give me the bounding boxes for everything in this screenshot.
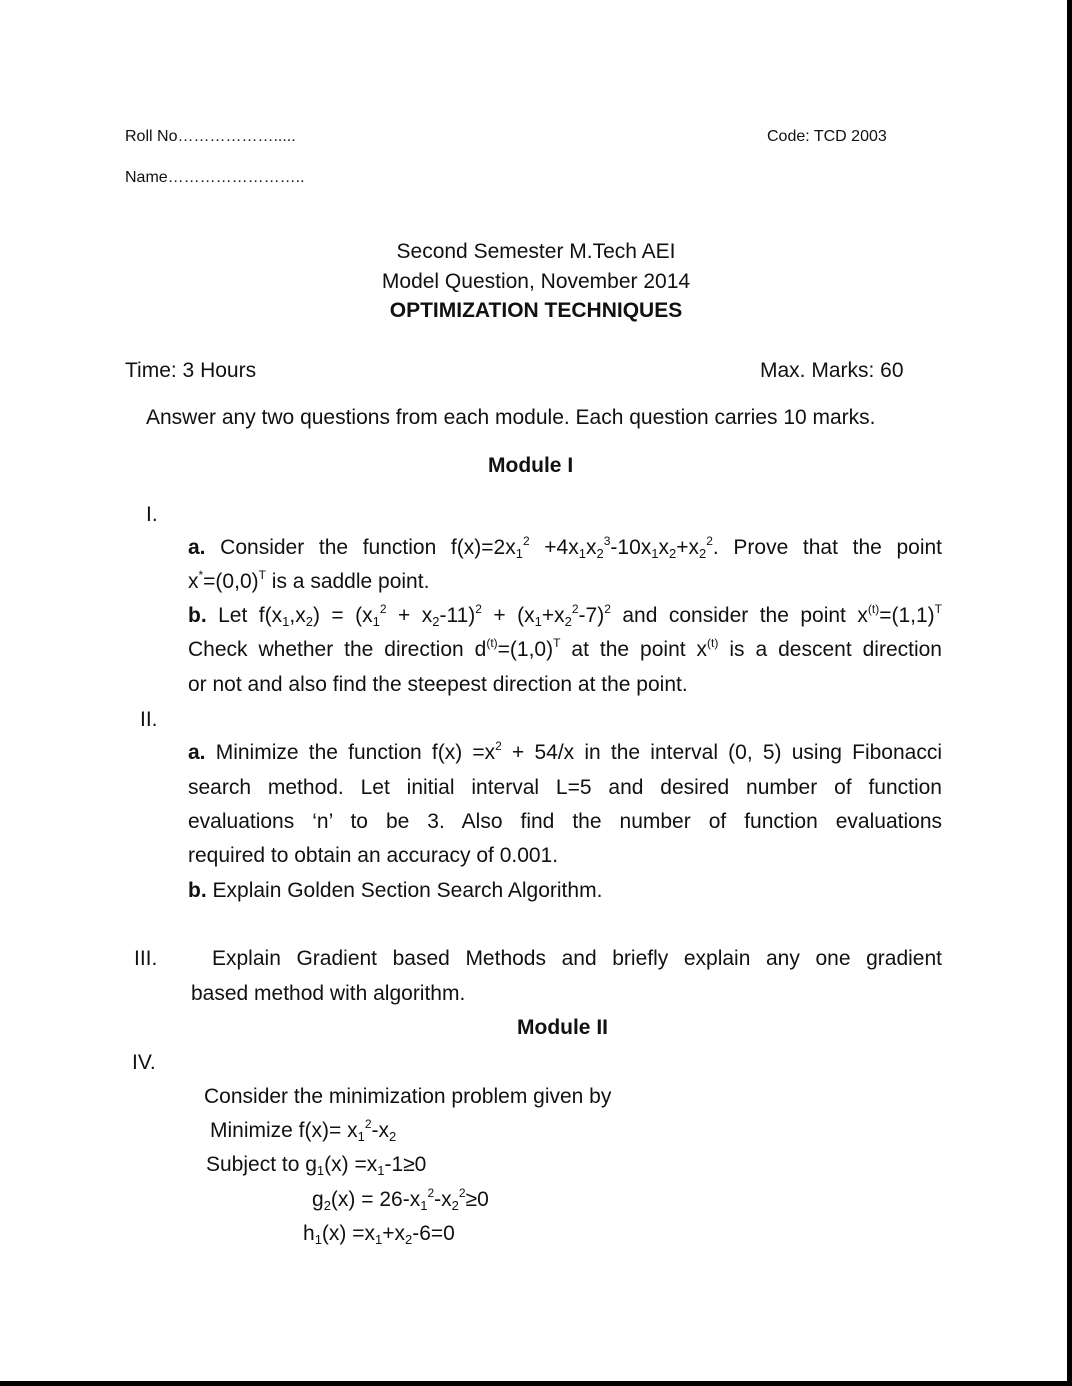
question-2a-line1: a. Minimize the function $f(x) =x^2 + 54/x$ in the interval (0, 5) using Fibonacci — [188, 739, 942, 764]
question-1b-line1: b. Let $f(x_1,x_2) = (x_1^2 + x_2-11)^2 + (x_1+x_2^2-7)^2$ and consider the point $x^{(t)}=(1,1)^T$ — [188, 602, 942, 629]
subject-title: OPTIMIZATION TECHNIQUES — [389, 299, 683, 322]
question-1a-line2: $x^*=(0,0)^T$ is a saddle point. — [188, 568, 430, 593]
roll-no-field: Roll No………………..... — [125, 128, 296, 145]
module-1-heading: Module I — [488, 454, 574, 477]
constraint-g2: $g_2(x) = 26-x_1^2-x_2^2\ge 0$ — [312, 1186, 489, 1213]
question-3-numeral: III. — [134, 947, 158, 970]
question-2a-line4: required to obtain an accuracy of 0.001. — [188, 844, 559, 867]
question-4-numeral: IV. — [132, 1051, 156, 1074]
question-3-line1: Explain Gradient based Methods and briefly explain any one gradient — [212, 947, 942, 970]
exam-time: Time: 3 Hours — [125, 359, 257, 382]
objective-function: Minimize $f(x)= x_1^2-x_2$ — [210, 1117, 397, 1144]
semester-title: Second Semester M.Tech AEI — [396, 240, 676, 263]
course-code: Code: TCD 2003 — [767, 128, 887, 145]
question-2a-line2: search method. Let initial interval L=5 and desired number of function — [188, 776, 942, 799]
question-1b-line2: Check whether the direction $d^{(t)}=(1,0)^T$ at the point $x^{(t)}$ is a descent direction — [188, 636, 942, 661]
question-1-numeral: I. — [146, 503, 158, 526]
name-field: Name…………………….. — [125, 169, 305, 186]
question-3-line2: based method with algorithm. — [191, 982, 466, 1005]
question-4-intro: Consider the minimization problem given by — [204, 1085, 612, 1108]
question-2a-line3: evaluations ‘n’ to be 3. Also find the number of function evaluations — [188, 810, 942, 833]
question-2-numeral: II. — [140, 708, 158, 731]
module-2-heading: Module II — [517, 1016, 608, 1039]
question-1b-line3: or not and also find the steepest direction at the point. — [188, 673, 688, 696]
max-marks: Max. Marks: 60 — [760, 359, 904, 382]
constraint-h1: $h_1(x) =x_1+x_2-6=0$ — [303, 1222, 455, 1247]
question-1a-line1: a. Consider the function $f(x)=2x_1^2 +4x_1x_2^3-10x_1x_2+x_2^2$. Prove that the point — [188, 534, 942, 561]
question-2b: b. Explain Golden Section Search Algorithm. — [188, 879, 603, 902]
constraint-g1: Subject to $g_1(x) =x_1-1\ge 0$ — [206, 1153, 427, 1178]
instructions: Answer any two questions from each module. Each question carries 10 marks. — [146, 406, 876, 429]
exam-title: Model Question, November 2014 — [381, 270, 691, 293]
